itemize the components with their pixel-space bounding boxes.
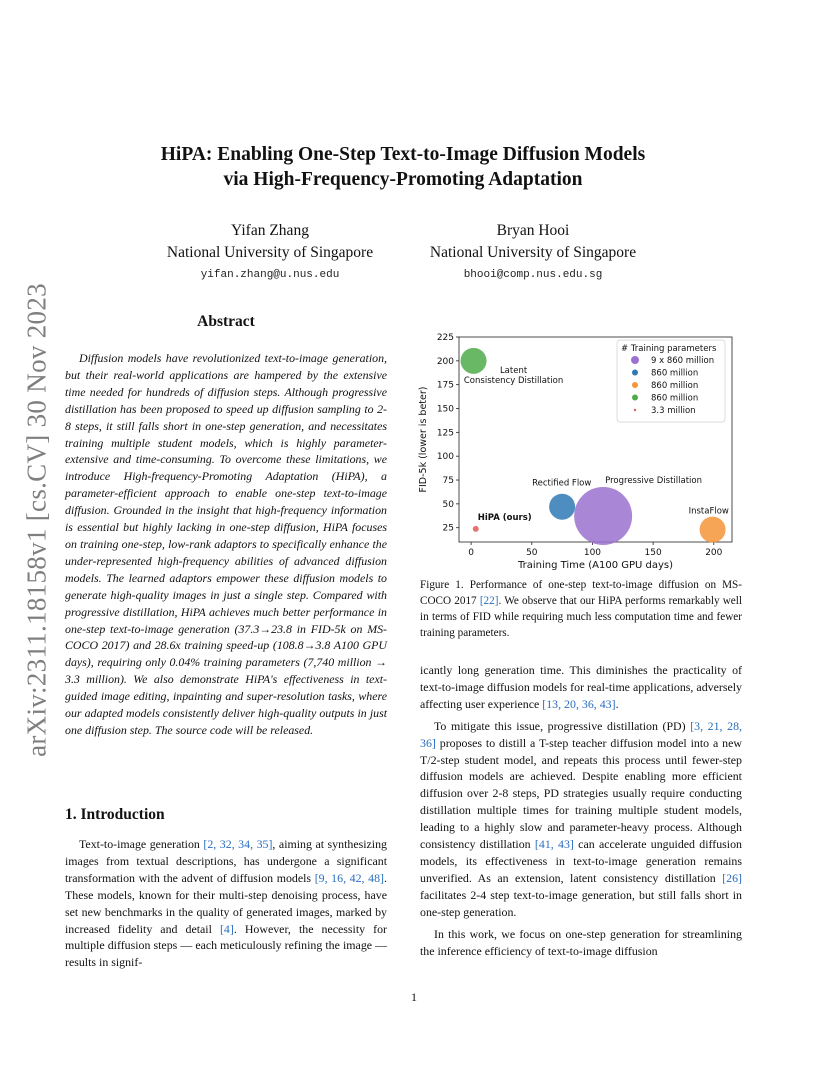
introduction-heading: 1. Introduction <box>65 806 165 823</box>
citation-link[interactable]: [13, 20, 36, 43] <box>542 696 616 711</box>
title-line-2: via High-Frequency-Promoting Adaptation <box>223 169 583 190</box>
page-number: 1 <box>411 990 417 1004</box>
y-tick-label: 200 <box>436 356 454 367</box>
point-label: Rectified Flow <box>532 478 592 489</box>
y-tick-label: 225 <box>436 333 454 343</box>
y-tick-label: 175 <box>436 380 454 391</box>
text-run: . However, the necessity for multiple diffusion steps — each meticulously refining the image — results in signif- <box>65 921 387 970</box>
legend-entry: 9 x 860 million <box>651 356 715 366</box>
text-run: In this work, we focus on one-step generation for streamlining the inference efficiency of text-to-image diffusion <box>420 926 742 958</box>
text-run: . These models, known for their multi-step denoising process, have set new benchmarks in the quality of generated images, marked by increased fidelity and detail <box>65 870 387 936</box>
legend-entry: 860 million <box>651 381 699 391</box>
point-label: InstaFlow <box>688 506 729 517</box>
x-axis-label: Training Time (A100 GPU days) <box>517 560 674 570</box>
x-tick-label: 200 <box>705 548 723 558</box>
author-email: yifan.zhang@u.nus.edu <box>200 269 340 281</box>
intro-paragraph-4 <box>420 926 742 960</box>
abstract-text: Diffusion models have revolutionized text-to-image generation, but their real-world applications are hampered by the extensive time needed for hundreds of diffusion steps. Although progressive distillation has been proposed to speed up diffusion sampling to 2-8 steps, it still falls short in one-step generation, and necessitates training multiple student models, which is highly parameter-extensive and time-consuming. To overcome these limitations, we introduce High-frequency-Promoting Adaptation (HiPA), a parameter-efficient approach to enable one-step text-to-image diffusion. Grounded in the insight that high-frequency information is essential but highly lacking in one-step diffusion, HiPA focuses on training one-step, low-rank adaptors to specifically enhance the under-represented high-frequency abilities of advanced diffusion models. The learned adaptors empower these diffusion models to generate high-quality images in just a single step. Compared with progressive distillation, HiPA achieves much better performance in one-step text-to-image generation (37.3→23.8 in FID-5k on MS-COCO 2017) and 28.6x training speed-up (108.8→3.8 A100 GPU days), requiring only 0.04% training parameters (7,740 million → 3.3 million). We also demonstrate HiPA's effectiveness in text-guided image editing, inpainting and super-resolution tasks, where our adapted models consistently deliver high-quality outputs in just one diffusion step. The source code will be released. <box>65 351 387 737</box>
arxiv-stamp <box>22 280 52 760</box>
x-tick-label: 100 <box>583 548 602 558</box>
figure-1-caption <box>420 577 742 641</box>
y-tick-label: 100 <box>436 452 454 463</box>
point-label: Latent <box>499 365 528 376</box>
introduction-left-column <box>65 836 387 976</box>
y-tick-label: 150 <box>436 404 454 415</box>
text-run: To mitigate this issue, progressive distillation (PD) <box>434 718 691 733</box>
intro-paragraph-3 <box>420 718 742 921</box>
text-run: can accelerate unguided diffusion models, its effectiveness in text-to-image generation remains unverified. As an extension, latent consistency distillation <box>420 837 743 885</box>
introduction-right-column <box>420 662 742 964</box>
citation-link[interactable]: [9, 16, 42, 48] <box>314 870 385 885</box>
x-tick-label: 0 <box>468 548 475 558</box>
point-label: Consistency Distillation <box>463 375 564 386</box>
legend-title: # Training parameters <box>621 344 717 354</box>
author-email: bhooi@comp.nus.edu.sg <box>463 269 603 281</box>
y-tick-label: 25 <box>442 523 454 534</box>
text-run: icantly long generation time. This diminishes the practicality of text-to-image diffusion models for real-time applications, adversely affecting user experience <box>420 663 742 711</box>
legend-marker <box>631 356 639 364</box>
bubble-0 <box>574 487 632 545</box>
y-tick-label: 75 <box>442 476 454 487</box>
bubble-4 <box>473 526 479 532</box>
y-tick-label: 125 <box>436 428 454 439</box>
author-affiliation: National University of Singapore <box>166 244 374 261</box>
legend-marker <box>632 382 638 388</box>
bubble-1 <box>549 494 575 520</box>
y-tick-label: 50 <box>442 499 454 510</box>
figure-1-chart <box>412 330 747 570</box>
author-affiliation: National University of Singapore <box>429 244 637 261</box>
legend-entry: 3.3 million <box>651 406 696 416</box>
point-label: Progressive Distillation <box>605 475 702 486</box>
intro-paragraph-2 <box>420 662 742 713</box>
bubble-2 <box>700 517 726 543</box>
text-run: . <box>615 696 619 711</box>
x-tick-label: 150 <box>644 548 662 558</box>
citation-link[interactable]: [4] <box>219 921 234 936</box>
citation-link[interactable]: [22] <box>479 595 499 607</box>
text-run: , aiming at synthesizing images from textual descriptions, has undergone a significant transformation with the advent of diffusion models <box>65 837 388 885</box>
title-line-1: HiPA: Enabling One-Step Text-to-Image Diffusion Models <box>160 144 646 165</box>
x-tick-label: 50 <box>526 548 538 558</box>
legend-marker <box>634 409 636 411</box>
text-run: . We observe that our HiPA performs remarkably well in terms of FID while requiring much less computation time and fewer training parameters. <box>420 595 742 639</box>
citation-link[interactable]: [3, 21, 28, 36] <box>420 718 742 750</box>
paper-title <box>100 142 706 192</box>
text-run: proposes to distill a T-step teacher diffusion model into a new T/2-step student model, and repeats this process until fewer-step diffusion models are achieved. Despite enabling more efficient diffusion over 2-8 steps, PD strategies usually require conducting distillation multiple times for training multiple student models, leading to a highly slow and parameter-heavy process. Although consistency distillation <box>420 735 742 852</box>
citation-link[interactable]: [41, 43] <box>534 837 574 852</box>
legend-marker <box>632 395 638 401</box>
author-name: Yifan Zhang <box>231 222 309 239</box>
author-1 <box>145 220 395 286</box>
abstract-heading: Abstract <box>197 313 255 330</box>
intro-paragraph-1 <box>65 836 387 971</box>
author-name: Bryan Hooi <box>496 222 570 239</box>
text-run: Text-to-image generation <box>79 837 204 851</box>
legend-entry: 860 million <box>651 393 699 404</box>
text-run: facilitates 2-4 step text-to-image generation, but still falls short in one-step generation. <box>420 887 742 919</box>
arxiv-id: arXiv:2311.18158v1 [cs.CV] 30 Nov 2023 <box>21 283 52 757</box>
point-label: HiPA (ours) <box>477 512 532 523</box>
author-2 <box>408 220 658 286</box>
bubble-3 <box>461 348 487 374</box>
text-run: Figure 1. Performance of one-step text-to-image diffusion on MS-COCO 2017 <box>420 579 742 607</box>
legend-entry: 860 million <box>651 368 699 379</box>
citation-link[interactable]: [2, 32, 34, 35] <box>203 837 273 851</box>
y-axis-label: FID-5k (lower is beter) <box>418 386 429 493</box>
legend-marker <box>632 370 638 376</box>
citation-link[interactable]: [26] <box>722 870 742 885</box>
